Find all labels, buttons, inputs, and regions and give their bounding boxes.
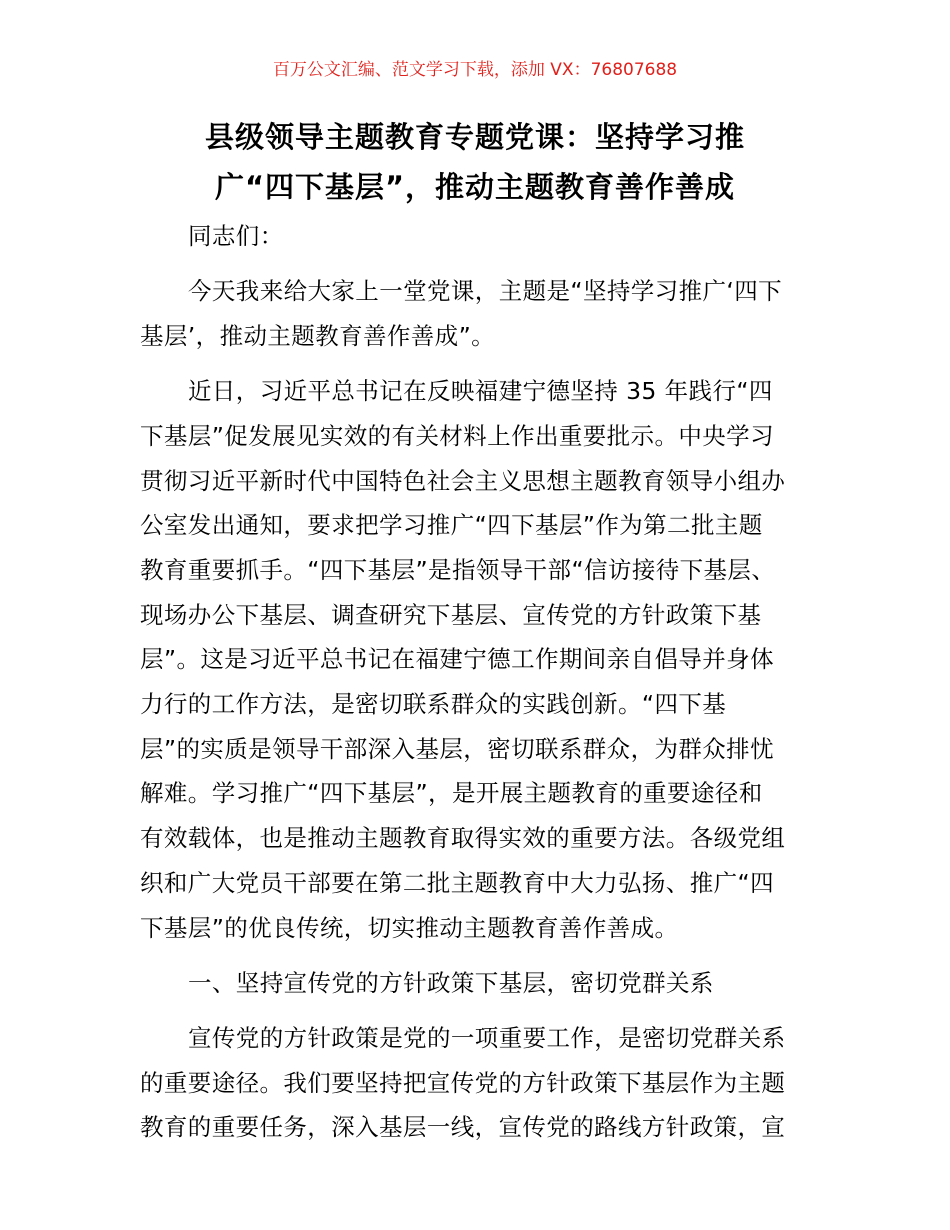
text-line: 现场办公下基层、调查研究下基层、宣传党的方针政策下基 xyxy=(140,600,762,629)
watermark-header: 百万公文汇编、范文学习下载，添加 VX：76807688 xyxy=(272,60,678,80)
text-line: 教育的重要任务，深入基层一线，宣传党的路线方针政策，宣 xyxy=(140,1113,786,1142)
text-line: 今天我来给大家上一堂党课，主题是“坚持学习推广‘四下 xyxy=(188,277,783,306)
text-line: 织和广大党员干部要在第二批主题教育中大力弘扬、推广“四 xyxy=(140,868,774,897)
paragraph-section-1 xyxy=(140,1016,812,1150)
section-heading-1 xyxy=(140,961,812,1006)
text-line: 层”。这是习近平总书记在福建宁德工作期间亲自倡导并身体 xyxy=(140,645,774,674)
text-line: 解难。学习推广“四下基层”，是开展主题教育的重要途径和 xyxy=(140,779,763,808)
text-line: 下基层”的优良传统，切实推动主题教育善作善成。 xyxy=(140,913,679,942)
document-body xyxy=(140,214,812,1161)
text-line: 公室发出通知，要求把学习推广“四下基层”作为第二批主题 xyxy=(140,511,763,540)
text-line: 贯彻习近平新时代中国特色社会主义思想主题教育领导小组办 xyxy=(140,466,786,495)
heading-text: 一、坚持宣传党的方针政策下基层，密切党群关系 xyxy=(188,968,714,997)
paragraph-intro xyxy=(140,269,812,358)
text-line: 基层’，推动主题教育善作善成”。 xyxy=(140,321,496,350)
greeting xyxy=(140,214,812,259)
title-line-1: 县级领导主题教育专题党课：坚持学习推 xyxy=(204,120,745,154)
greeting-text: 同志们： xyxy=(188,222,284,250)
paragraph-background xyxy=(140,369,812,950)
text-line: 近日，习近平总书记在反映福建宁德坚持 35 年践行“四 xyxy=(188,377,773,406)
text-line: 下基层”促发展见实效的有关材料上作出重要批示。中央学习 xyxy=(140,421,774,450)
text-line: 宣传党的方针政策是党的一项重要工作，是密切党群关系 xyxy=(188,1023,786,1052)
document-title xyxy=(140,112,810,212)
title-line-2: 广“四下基层”，推动主题教育善作善成 xyxy=(214,170,736,204)
text-line: 层”的实质是领导干部深入基层，密切联系群众，为群众排忧 xyxy=(140,734,774,763)
text-line: 有效载体，也是推动主题教育取得实效的重要方法。各级党组 xyxy=(140,824,786,853)
text-line: 力行的工作方法，是密切联系群众的实践创新。“四下基 xyxy=(140,690,727,719)
text-line: 的重要途径。我们要坚持把宣传党的方针政策下基层作为主题 xyxy=(140,1068,786,1097)
text-line: 教育重要抓手。“四下基层”是指领导干部“信访接待下基层、 xyxy=(140,555,776,584)
